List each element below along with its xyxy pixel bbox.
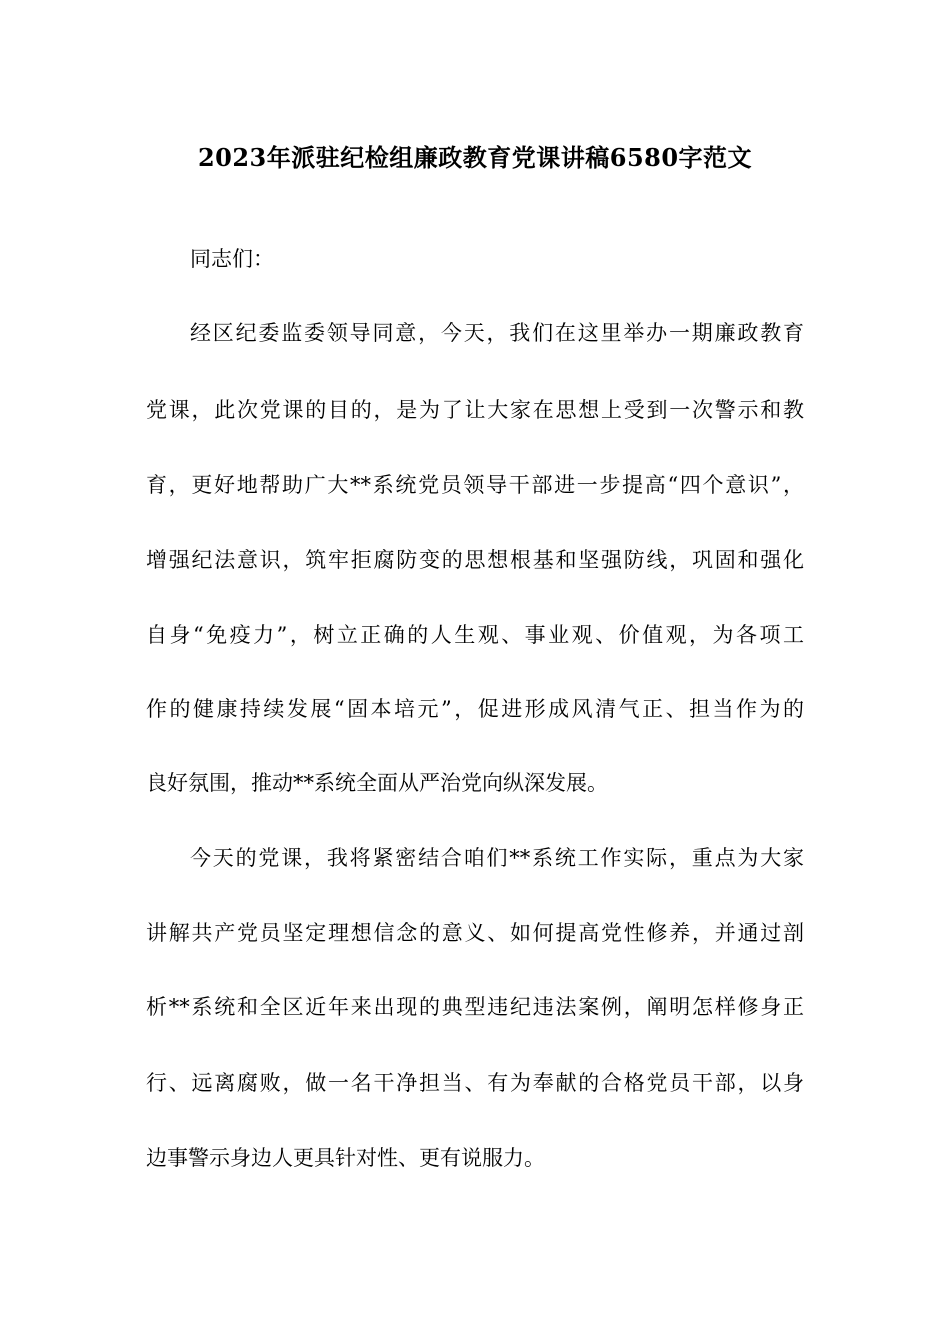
paragraph-2-line-4: 行、远离腐败，做一名干净担当、有为奉献的合格党员干部，以身	[146, 1071, 804, 1095]
salutation: 同志们：	[190, 247, 274, 271]
paragraph-1-line-4: 增强纪法意识，筑牢拒腐防变的思想根基和坚强防线，巩固和强化	[146, 548, 804, 572]
paragraph-1-line-2: 党课，此次党课的目的，是为了让大家在思想上受到一次警示和教	[146, 398, 804, 422]
paragraph-1-line-1: 经区纪委监委领导同意，今天，我们在这里举办一期廉政教育	[190, 321, 804, 345]
paragraph-1-line-6: 作的健康持续发展“固本培元”，促进形成风清气正、担当作为的	[146, 697, 804, 721]
paragraph-1-line-3: 育，更好地帮助广大**系统党员领导干部进一步提高“四个意识”，	[146, 473, 804, 497]
paragraph-2-line-3: 析**系统和全区近年来出现的典型违纪违法案例，阐明怎样修身正	[146, 995, 804, 1019]
paragraph-1-line-5: 自身“免疫力”，树立正确的人生观、事业观、价值观，为各项工	[146, 623, 804, 647]
paragraph-2-line-5: 边事警示身边人更具针对性、更有说服力。	[146, 1146, 545, 1170]
paragraph-2-line-2: 讲解共产党员坚定理想信念的意义、如何提高党性修养，并通过剖	[146, 921, 804, 945]
paragraph-2-line-1: 今天的党课，我将紧密结合咱们**系统工作实际，重点为大家	[190, 846, 804, 870]
paragraph-1-line-7: 良好氛围，推动**系统全面从严治党向纵深发展。	[146, 771, 608, 795]
document-title: 2023年派驻纪检组廉政教育党课讲稿6580字范文	[197, 143, 753, 172]
